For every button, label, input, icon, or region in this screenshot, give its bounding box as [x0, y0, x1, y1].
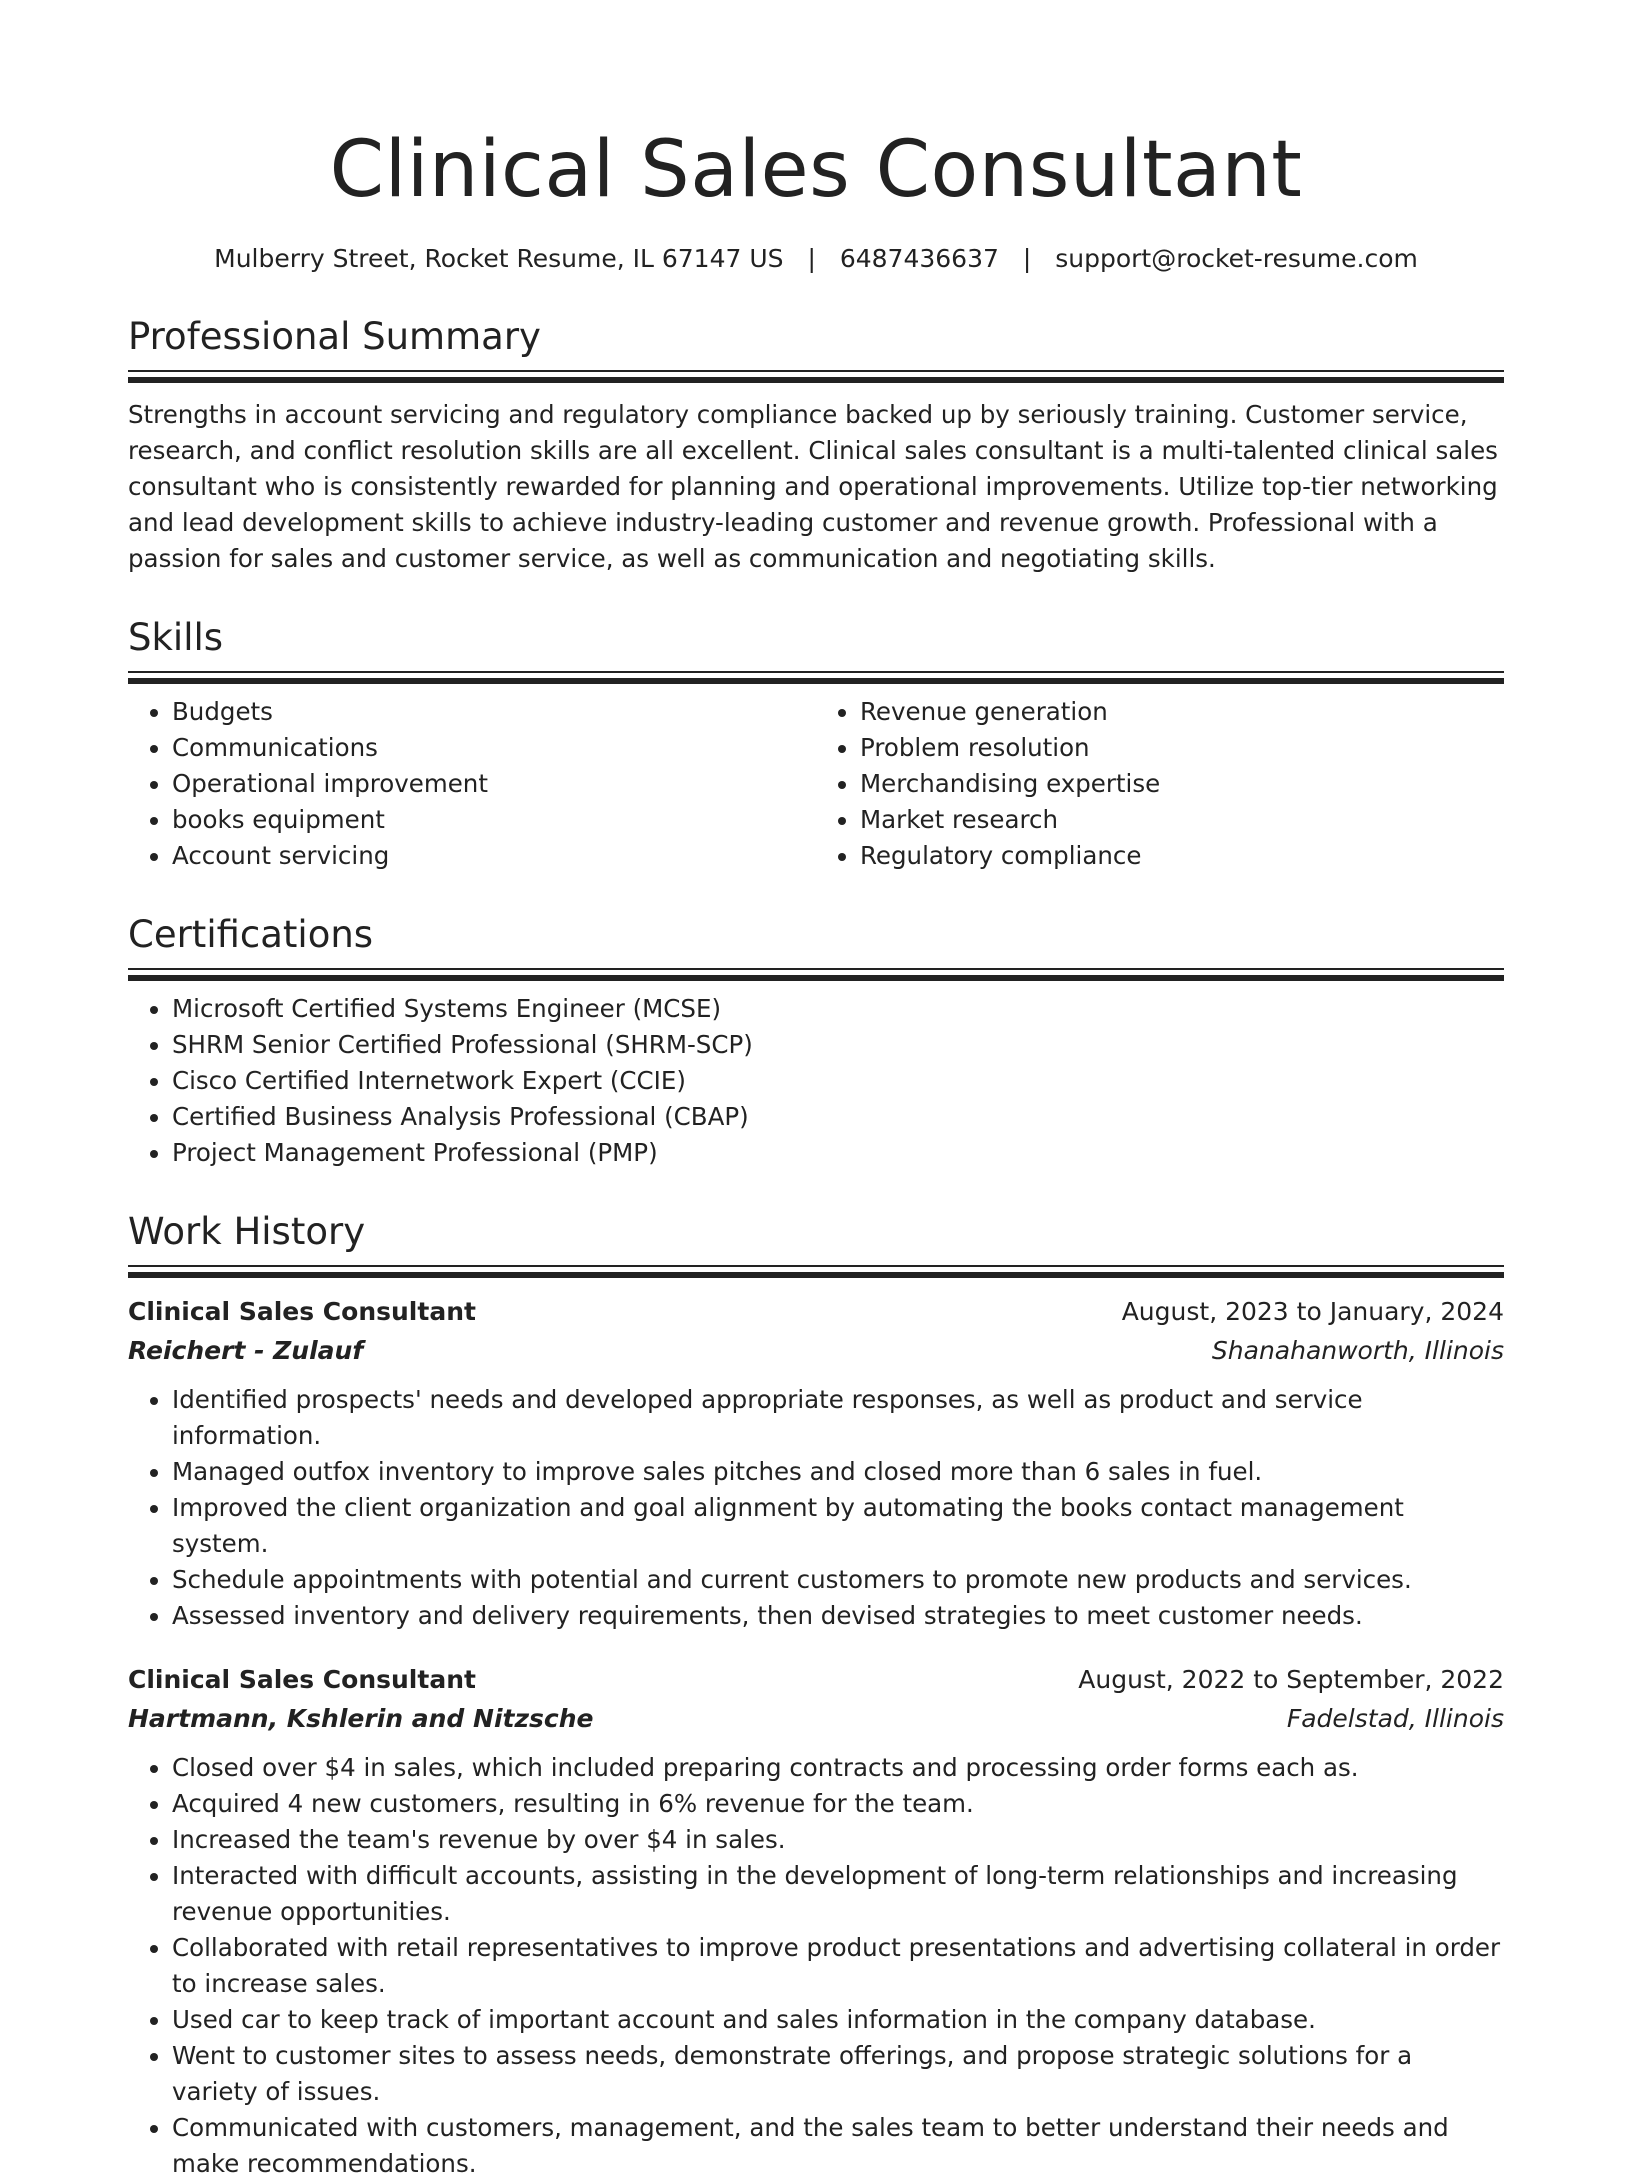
skill-item: • Budgets — [172, 694, 816, 730]
skill-item: • Revenue generation — [860, 694, 1504, 730]
job-bullets — [128, 1750, 1504, 2182]
job-bullet: • Interacted with difficult accounts, assisting in the development of long-term relationships and increasing revenue opportunities. — [172, 1858, 1504, 1930]
job-company-row — [128, 1331, 1504, 1370]
skill-item: • books equipment — [172, 802, 816, 838]
certification-item: • SHRM Senior Certified Professional (SHRM-SCP) — [172, 1027, 1504, 1063]
contact-email: support@rocket-resume.com — [1055, 244, 1418, 273]
contact-address: Mulberry Street, Rocket Resume, IL 67147 US — [214, 244, 784, 273]
job-bullet: • Communicated with customers, management, and the sales team to better understand their needs and make recommendations. — [172, 2110, 1504, 2182]
job-entry — [128, 1292, 1504, 1634]
job-bullet: • Used car to keep track of important account and sales information in the company database. — [172, 2002, 1504, 2038]
summary-heading: Professional Summary — [128, 315, 541, 358]
section-divider — [128, 671, 1504, 684]
contact-separator: | — [807, 244, 816, 273]
skill-item: • Operational improvement — [172, 766, 816, 802]
skills-columns — [128, 684, 1504, 874]
section-divider — [128, 968, 1504, 981]
certifications-section — [128, 912, 1504, 1171]
job-bullet: • Increased the team's revenue by over $4 in sales. — [172, 1822, 1504, 1858]
job-company-row — [128, 1699, 1504, 1738]
job-title: Clinical Sales Consultant — [128, 1665, 476, 1694]
skill-item: • Account servicing — [172, 838, 816, 874]
work-history-section — [128, 1209, 1504, 2182]
contact-line — [128, 242, 1504, 276]
job-bullet: • Identified prospects' needs and developed appropriate responses, as well as product and service information. — [172, 1382, 1504, 1454]
job-location: Fadelstad, Illinois — [1286, 1704, 1504, 1733]
job-dates: August, 2023 to January, 2024 — [1121, 1297, 1504, 1326]
job-dates: August, 2022 to September, 2022 — [1078, 1665, 1504, 1694]
job-bullet: • Improved the client organization and goal alignment by automating the books contact management system. — [172, 1490, 1504, 1562]
job-bullet: • Schedule appointments with potential and current customers to promote new products and services. — [172, 1562, 1504, 1598]
job-location: Shanahanworth, Illinois — [1211, 1336, 1504, 1365]
work-history-heading: Work History — [128, 1210, 366, 1253]
job-header-row — [128, 1660, 1504, 1699]
skill-item: • Regulatory compliance — [860, 838, 1504, 874]
certification-item: • Certified Business Analysis Professional (CBAP) — [172, 1099, 1504, 1135]
contact-phone: 6487436637 — [839, 244, 999, 273]
job-bullet: • Acquired 4 new customers, resulting in 6% revenue for the team. — [172, 1786, 1504, 1822]
skill-item: • Merchandising expertise — [860, 766, 1504, 802]
job-title: Clinical Sales Consultant — [128, 1297, 476, 1326]
certification-item: • Cisco Certified Internetwork Expert (CCIE) — [172, 1063, 1504, 1099]
certifications-heading: Certifications — [128, 913, 374, 956]
job-header-row — [128, 1292, 1504, 1331]
skills-list-right — [816, 694, 1504, 874]
job-entry — [128, 1660, 1504, 2182]
resume-name: Clinical Sales Consultant — [329, 125, 1303, 215]
job-bullet: • Assessed inventory and delivery requirements, then devised strategies to meet customer needs. — [172, 1598, 1504, 1634]
job-bullet: • Closed over $4 in sales, which included preparing contracts and processing order forms each as. — [172, 1750, 1504, 1786]
certification-item: • Microsoft Certified Systems Engineer (MCSE) — [172, 991, 1504, 1027]
certifications-list — [128, 991, 1504, 1171]
skills-heading: Skills — [128, 616, 224, 659]
skill-item: • Communications — [172, 730, 816, 766]
skills-list-left — [128, 694, 816, 874]
job-bullet: • Collaborated with retail representatives to improve product presentations and advertising collateral in order to increase sales. — [172, 1930, 1504, 2002]
skills-section — [128, 615, 1504, 874]
contact-separator: | — [1022, 244, 1032, 273]
section-divider — [128, 370, 1504, 383]
job-bullet: • Managed outfox inventory to improve sales pitches and closed more than 6 sales in fuel. — [172, 1454, 1504, 1490]
summary-section — [128, 314, 1504, 577]
skill-item: • Market research — [860, 802, 1504, 838]
job-company: Hartmann, Kshlerin and Nitzsche — [128, 1704, 594, 1733]
job-company: Reichert - Zulauf — [128, 1336, 364, 1365]
job-bullets — [128, 1382, 1504, 1634]
job-bullet: • Went to customer sites to assess needs, demonstrate offerings, and propose strategic solutions for a variety of issues. — [172, 2038, 1504, 2110]
section-divider — [128, 1265, 1504, 1278]
certification-item: • Project Management Professional (PMP) — [172, 1135, 1504, 1171]
summary-text: Strengths in account servicing and regulatory compliance backed up by seriously training. Customer service, research, and conflict resolution skills are all excellent. Clinical sales consultant is a multi-talented clinical sales consultant who is consistently rewarded for planning and operational improvements. Utilize top-tier networking and lead development skills to achieve industry-leading customer and revenue growth. Professional with a passion for sales and customer service, as well as communication and negotiating skills. — [128, 400, 1498, 573]
skill-item: • Problem resolution — [860, 730, 1504, 766]
